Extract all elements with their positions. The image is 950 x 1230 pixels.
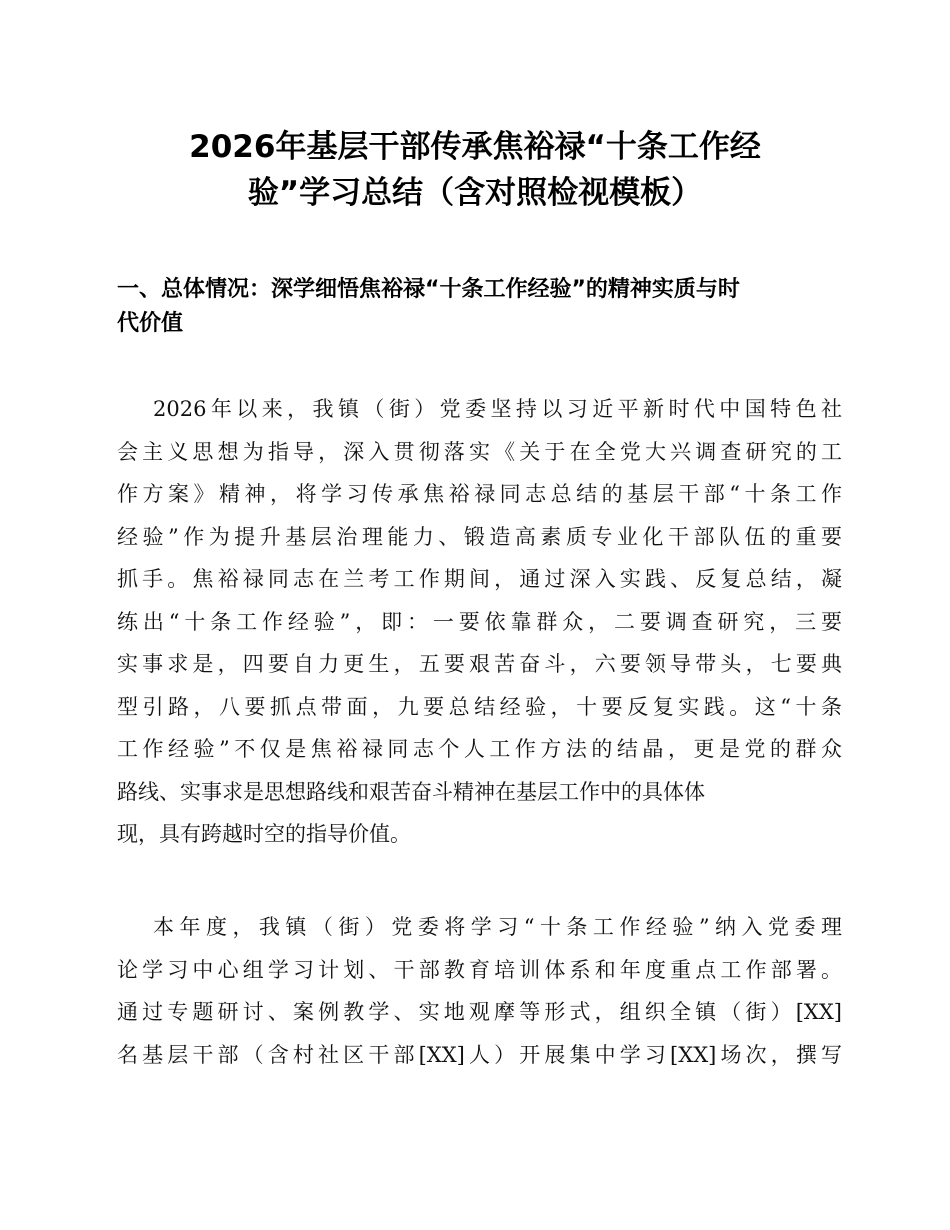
paragraph-line: 型引路，八要抓点带面，九要总结经验，十要反复实践。这“十条 [117,694,842,719]
heading-line: 代价值 [117,311,184,336]
paragraph-line: 2026年以来，我镇（街）党委坚持以习近平新时代中国特色社 [153,397,842,421]
section-heading [117,273,839,341]
paragraph-line: 抓手。焦裕禄同志在兰考工作期间，通过深入实践、反复总结，凝 [117,567,842,591]
paragraph-line: 工作经验”不仅是焦裕禄同志个人工作方法的结晶，更是党的群众 [117,737,842,761]
paragraph-line: 作方案》精神，将学习传承焦裕禄同志总结的基层干部“十条工作 [117,482,842,506]
body-paragraph [117,388,842,856]
paragraph-line: 现，具有跨越时空的指导价值。 [117,822,411,846]
title-line: 验”学习总结（含对照检视模板） [247,175,703,211]
body-paragraph [117,906,842,1076]
paragraph-line: 本年度，我镇（街）党委将学习“十条工作经验”纳入党委理 [153,915,842,939]
paragraph-line: 会主义思想为指导，深入贯彻落实《关于在全党大兴调查研究的工 [117,439,842,464]
paragraph-line: 经验”作为提升基层治理能力、锻造高素质专业化干部队伍的重要 [117,524,842,549]
paragraph-line: 路线、实事求是思想路线和艰苦奋斗精神在基层工作中的具体体 [117,779,705,804]
paragraph-line: 实事求是，四要自力更生，五要艰苦奋斗，六要领导带头，七要典 [117,652,842,676]
paragraph-line: 练出“十条工作经验”，即：一要依靠群众，二要调查研究，三要 [117,609,842,634]
paragraph-line: 论学习中心组学习计划、干部教育培训体系和年度重点工作部署。 [117,957,842,982]
paragraph-line: 名基层干部（含村社区干部[XX]人）开展集中学习[XX]场次，撰写 [117,1042,842,1067]
heading-line: 一、总体情况：深学细悟焦裕禄“十条工作经验”的精神实质与时 [117,277,740,302]
document-title [110,124,840,216]
paragraph-line: 通过专题研讨、案例教学、实地观摩等形式，组织全镇（街）[XX] [117,1000,842,1024]
title-line: 2026年基层干部传承焦裕禄“十条工作经 [189,129,761,165]
